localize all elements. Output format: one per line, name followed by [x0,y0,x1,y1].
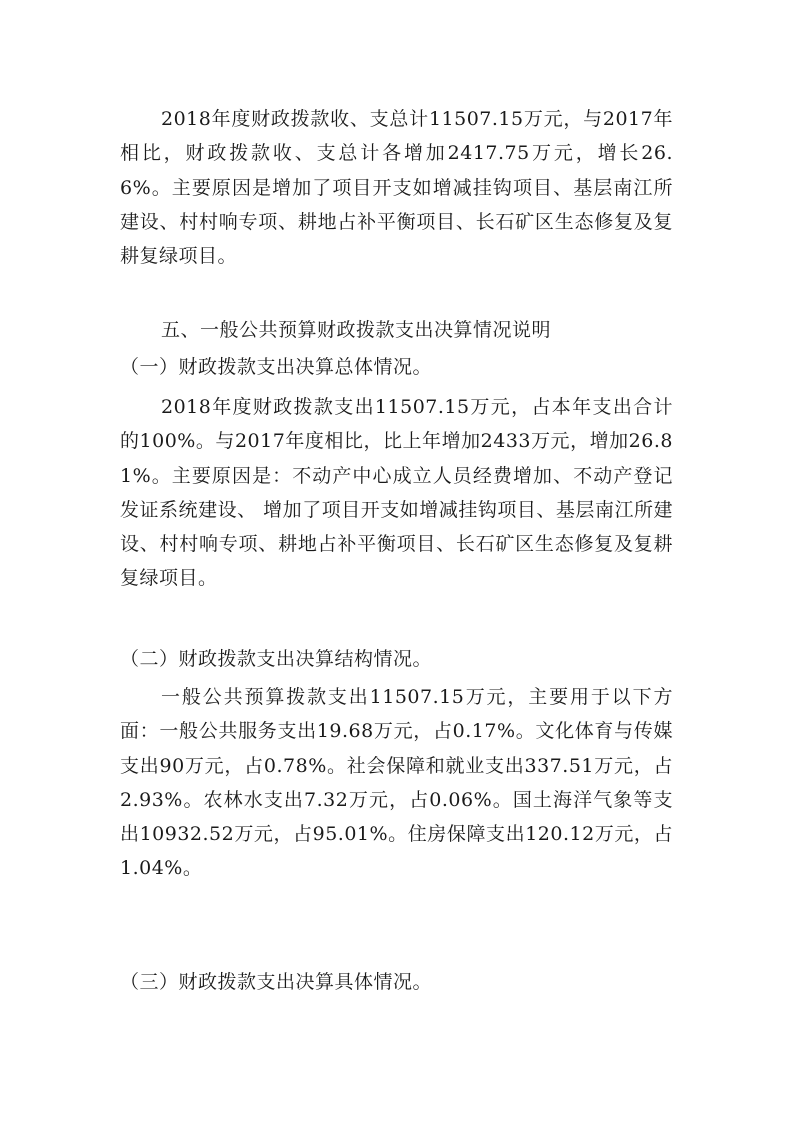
subheading-structure: （二）财政拨款支出决算结构情况。 [120,648,433,670]
section-heading-5: 五、一般公共预算财政拨款支出决算情况说明 [161,319,552,341]
subheading-details: （三）财政拨款支出决算具体情况。 [120,971,433,993]
subheading-overall: （一）财政拨款支出决算总体情况。 [120,356,433,378]
paragraph-expenditure-overall: 2018年度财政拨款支出11507.15万元，占本年支出合计的100%。与2017年度相比，比上年增加2433万元，增加26.81%。主要原因是：不动产中心成立人员经费增加、不动产登记发证系统建设、 增加了项目开支如增减挂钩项目、基层南江所建设、村村响专项、耕地占补平衡项目、长石矿区生态修复及复耕复绿项目。 [120,396,673,590]
paragraph-fiscal-total: 2018年度财政拨款收、支总计11507.15万元，与2017年相比，财政拨款收、支总计各增加2417.75万元，增长26.6%。主要原因是增加了项目开支如增减挂钩项目、基层南江所建设、村村响专项、耕地占补平衡项目、长石矿区生态修复及复耕复绿项目。 [120,108,673,268]
paragraph-expenditure-structure: 一般公共预算拨款支出11507.15万元，主要用于以下方面：一般公共服务支出19.68万元，占0.17%。文化体育与传媒支出90万元，占0.78%。社会保障和就业支出337.51万元，占2.93%。农林水支出7.32万元，占0.06%。国土海洋气象等支出10932.52万元，占95.01%。住房保障支出120.12万元，占1.04%。 [120,686,673,880]
